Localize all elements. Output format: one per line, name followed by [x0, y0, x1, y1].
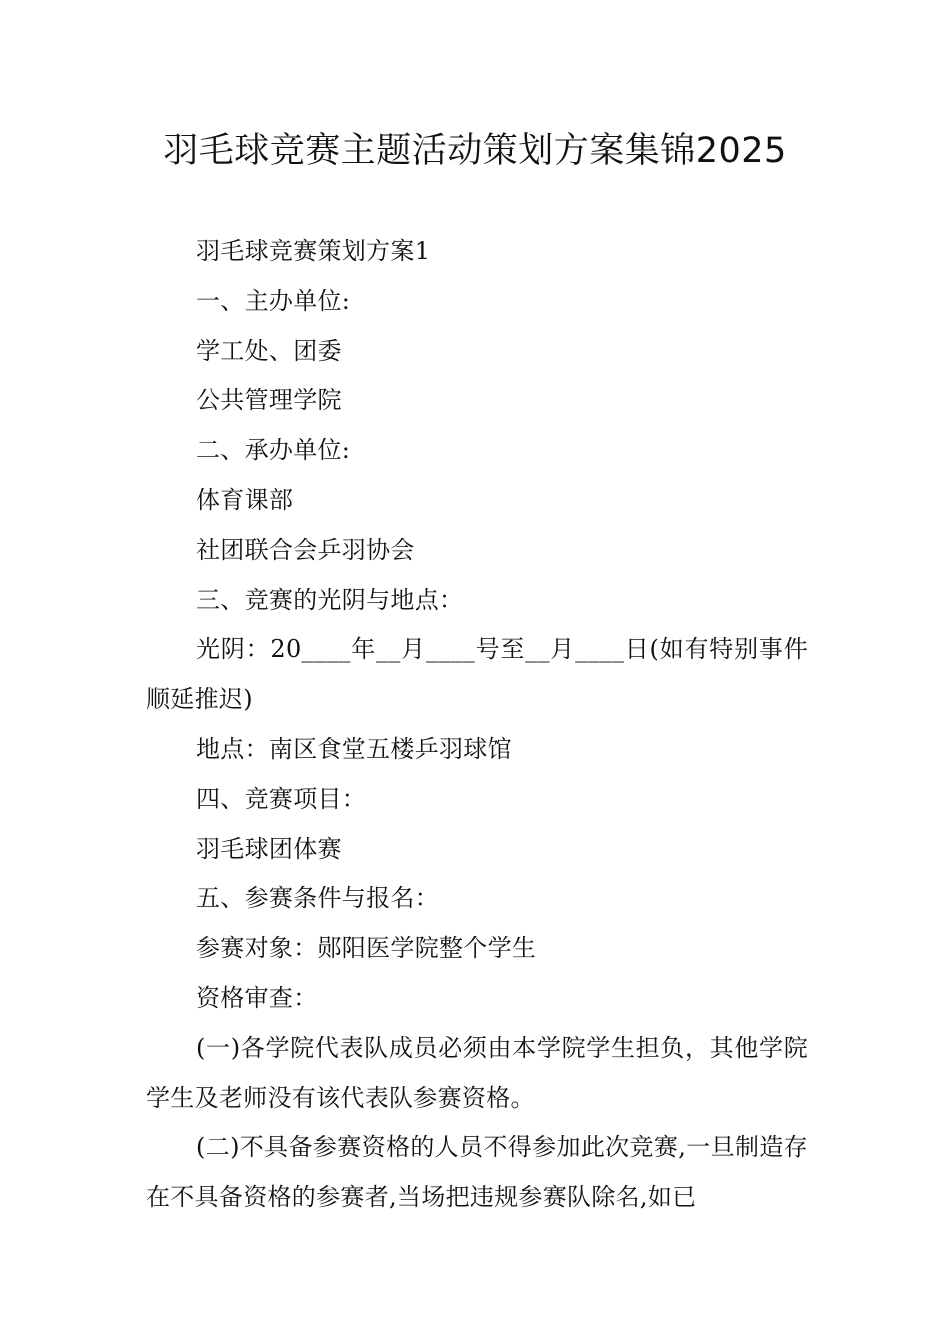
paragraph-organizer-2: 公共管理学院 [196, 386, 342, 415]
paragraph-qualification-2: (二)不具备参赛资格的人员不得参加此次竞赛,一旦制造存在不具备资格的参赛者,当场把违规参赛队除名,如已 [146, 1133, 808, 1212]
paragraph-plan-heading: 羽毛球竞赛策划方案1 [196, 237, 431, 265]
paragraph-qualification-heading: 资格审查： [196, 983, 318, 1012]
paragraph-time: 光阴：20____年__月____号至__月____日(如有特别事件顺延推迟) [146, 635, 808, 714]
paragraph-host-1: 体育课部 [196, 485, 294, 514]
paragraph-host-heading: 二、承办单位: [196, 436, 351, 465]
paragraph-host-2: 社团联合会乒羽协会 [196, 535, 415, 564]
paragraph-qualification-1: (一)各学院代表队成员必须由本学院学生担负，其他学院学生及老师没有该代表队参赛资格。 [146, 1033, 808, 1112]
paragraph-time-place-heading: 三、竞赛的光阴与地点： [196, 585, 464, 614]
paragraph-conditions-heading: 五、参赛条件与报名： [196, 884, 439, 913]
paragraph-organizer-1: 学工处、团委 [196, 336, 342, 365]
paragraph-participants: 参赛对象：郧阳医学院整个学生 [196, 934, 537, 963]
paragraph-organizer-heading: 一、主办单位: [196, 286, 351, 315]
paragraph-event-heading: 四、竞赛项目： [196, 784, 367, 813]
document-title: 羽毛球竞赛主题活动策划方案集锦2025 [163, 131, 787, 171]
paragraph-event: 羽毛球团体赛 [196, 834, 342, 863]
paragraph-place: 地点：南区食堂五楼乒羽球馆 [196, 734, 512, 763]
document-body [146, 227, 808, 1223]
